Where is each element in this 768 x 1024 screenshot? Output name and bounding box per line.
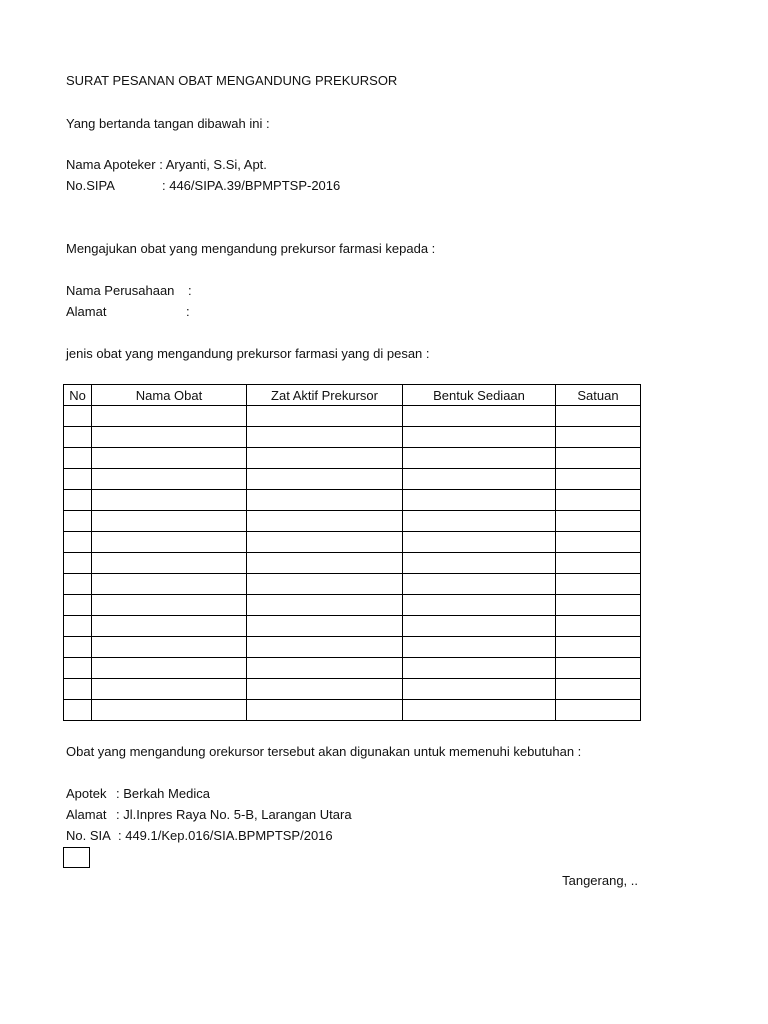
apoteker-name-row: [66, 157, 267, 173]
cell-satuan: [556, 616, 641, 637]
cell-no: [64, 448, 92, 469]
cell-no: [64, 679, 92, 700]
order-table-body: [64, 406, 641, 721]
header-bentuk-sediaan: Bentuk Sediaan: [403, 385, 556, 406]
cell-bentuk-sediaan: [403, 700, 556, 721]
cell-satuan: [556, 469, 641, 490]
order-table: [63, 384, 641, 721]
table-row: [64, 532, 641, 553]
cell-nama-obat: [92, 658, 247, 679]
cell-zat-aktif: [247, 553, 403, 574]
cell-zat-aktif: [247, 595, 403, 616]
company-name-sep: :: [188, 283, 192, 298]
table-row: [64, 658, 641, 679]
sia-row: [66, 828, 333, 844]
company-address-row: [66, 304, 190, 320]
cell-bentuk-sediaan: [403, 595, 556, 616]
cell-bentuk-sediaan: [403, 679, 556, 700]
sia-label: No. SIA: [66, 828, 111, 843]
table-row: [64, 511, 641, 532]
apotek-row: [66, 786, 210, 802]
cell-nama-obat: [92, 574, 247, 595]
pharmacy-address-value: : Jl.Inpres Raya No. 5-B, Larangan Utara: [116, 807, 352, 822]
table-row: [64, 616, 641, 637]
cell-bentuk-sediaan: [403, 553, 556, 574]
pharmacy-address-label: Alamat: [66, 807, 107, 822]
request-text: Mengajukan obat yang mengandung prekursor farmasi kepada :: [66, 241, 436, 256]
sipa-row: [66, 178, 340, 194]
cell-zat-aktif: [247, 490, 403, 511]
cell-satuan: [556, 553, 641, 574]
cell-bentuk-sediaan: [403, 574, 556, 595]
cell-no: [64, 700, 92, 721]
cell-satuan: [556, 532, 641, 553]
table-row: [64, 406, 641, 427]
cell-bentuk-sediaan: [403, 616, 556, 637]
pharmacy-address-row: [66, 807, 352, 823]
company-name-label: Nama Perusahaan: [66, 283, 175, 298]
table-row: [64, 490, 641, 511]
cell-nama-obat: [92, 532, 247, 553]
cell-satuan: [556, 679, 641, 700]
table-header-row: [64, 385, 641, 406]
cell-bentuk-sediaan: [403, 469, 556, 490]
cell-no: [64, 406, 92, 427]
cell-nama-obat: [92, 406, 247, 427]
cell-satuan: [556, 427, 641, 448]
cell-no: [64, 511, 92, 532]
table-row: [64, 427, 641, 448]
apoteker-name-label: Nama Apoteker: [66, 157, 156, 172]
cell-satuan: [556, 700, 641, 721]
cell-no: [64, 616, 92, 637]
cell-satuan: [556, 658, 641, 679]
list-intro-text: jenis obat yang mengandung prekursor farmasi yang di pesan :: [66, 346, 430, 361]
place-date: Tangerang, ..: [562, 873, 638, 888]
cell-bentuk-sediaan: [403, 448, 556, 469]
cell-no: [64, 637, 92, 658]
intro-text: Yang bertanda tangan dibawah ini :: [66, 116, 270, 131]
cell-zat-aktif: [247, 511, 403, 532]
header-nama-obat: Nama Obat: [92, 385, 247, 406]
company-name-row: [66, 283, 192, 299]
apotek-value: : Berkah Medica: [116, 786, 210, 801]
cell-satuan: [556, 406, 641, 427]
cell-bentuk-sediaan: [403, 658, 556, 679]
header-satuan: Satuan: [556, 385, 641, 406]
checkbox-box[interactable]: [63, 847, 90, 868]
company-address-label: Alamat: [66, 304, 107, 319]
cell-zat-aktif: [247, 616, 403, 637]
table-row: [64, 637, 641, 658]
cell-zat-aktif: [247, 637, 403, 658]
cell-zat-aktif: [247, 427, 403, 448]
cell-bentuk-sediaan: [403, 532, 556, 553]
table-row: [64, 574, 641, 595]
apoteker-name-value: : Aryanti, S.Si, Apt.: [159, 157, 267, 172]
table-row: [64, 469, 641, 490]
cell-no: [64, 553, 92, 574]
cell-zat-aktif: [247, 406, 403, 427]
cell-no: [64, 574, 92, 595]
cell-zat-aktif: [247, 532, 403, 553]
cell-no: [64, 658, 92, 679]
apotek-label: Apotek: [66, 786, 107, 801]
cell-zat-aktif: [247, 574, 403, 595]
cell-nama-obat: [92, 616, 247, 637]
sipa-value: : 446/SIPA.39/BPMPTSP-2016: [162, 178, 341, 193]
cell-nama-obat: [92, 595, 247, 616]
cell-no: [64, 532, 92, 553]
cell-zat-aktif: [247, 658, 403, 679]
table-row: [64, 553, 641, 574]
cell-no: [64, 490, 92, 511]
cell-bentuk-sediaan: [403, 427, 556, 448]
company-address-sep: :: [186, 304, 190, 319]
cell-no: [64, 469, 92, 490]
cell-satuan: [556, 448, 641, 469]
usage-text: Obat yang mengandung orekursor tersebut akan digunakan untuk memenuhi kebutuhan :: [66, 744, 582, 759]
table-row: [64, 448, 641, 469]
cell-nama-obat: [92, 511, 247, 532]
cell-satuan: [556, 637, 641, 658]
cell-nama-obat: [92, 427, 247, 448]
cell-satuan: [556, 511, 641, 532]
cell-no: [64, 427, 92, 448]
cell-zat-aktif: [247, 700, 403, 721]
cell-zat-aktif: [247, 679, 403, 700]
cell-bentuk-sediaan: [403, 490, 556, 511]
cell-zat-aktif: [247, 469, 403, 490]
cell-satuan: [556, 595, 641, 616]
cell-satuan: [556, 574, 641, 595]
cell-satuan: [556, 490, 641, 511]
cell-nama-obat: [92, 490, 247, 511]
cell-zat-aktif: [247, 448, 403, 469]
cell-no: [64, 595, 92, 616]
cell-nama-obat: [92, 553, 247, 574]
cell-bentuk-sediaan: [403, 637, 556, 658]
header-zat-aktif: Zat Aktif Prekursor: [247, 385, 403, 406]
cell-nama-obat: [92, 448, 247, 469]
cell-nama-obat: [92, 700, 247, 721]
header-no: No: [64, 385, 92, 406]
table-row: [64, 700, 641, 721]
cell-bentuk-sediaan: [403, 406, 556, 427]
document-title: SURAT PESANAN OBAT MENGANDUNG PREKURSOR: [66, 73, 398, 88]
cell-nama-obat: [92, 637, 247, 658]
cell-nama-obat: [92, 679, 247, 700]
table-row: [64, 595, 641, 616]
sipa-label: No.SIPA: [66, 178, 115, 193]
cell-nama-obat: [92, 469, 247, 490]
cell-bentuk-sediaan: [403, 511, 556, 532]
sia-value: : 449.1/Kep.016/SIA.BPMPTSP/2016: [118, 828, 333, 843]
table-row: [64, 679, 641, 700]
